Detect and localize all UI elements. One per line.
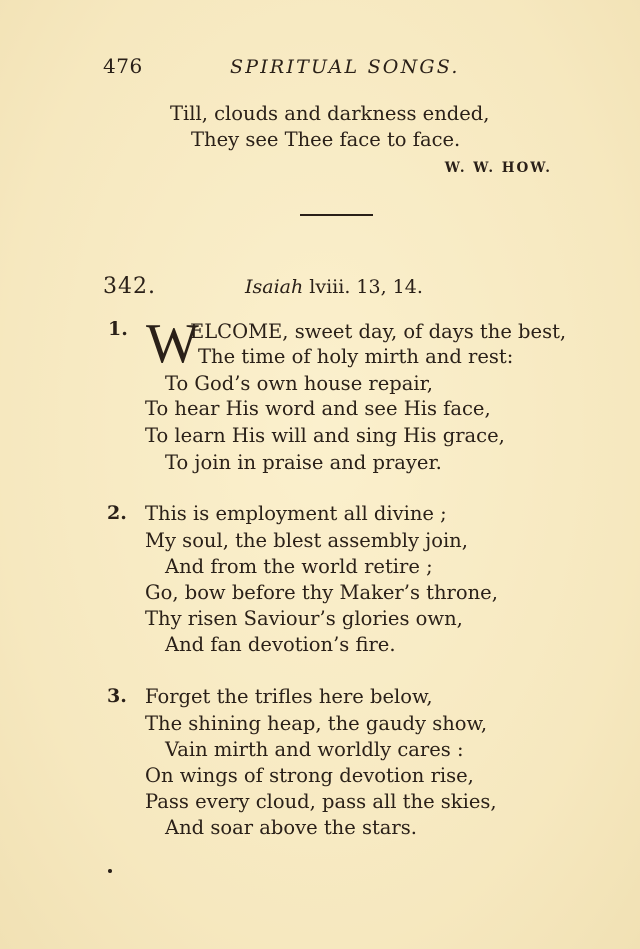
verse-line: And fan devotion’s fire. (165, 633, 396, 656)
verse-line: And soar above the stars. (165, 816, 417, 839)
author-attribution: W. W. HOW. (444, 160, 552, 176)
verse-number: 3. (107, 685, 127, 707)
verse-line: ELCOME, sweet day, of days the best, (190, 320, 567, 343)
hymn-number: 342. (103, 274, 156, 299)
verse-line: On wings of strong devotion rise, (145, 764, 474, 787)
scripture-chapter-verse: lviii. 13, 14. (303, 276, 423, 298)
running-head: SPIRITUAL SONGS. (230, 56, 460, 78)
verse-number: 2. (107, 502, 127, 524)
verse-line: The shining heap, the gaudy show, (145, 712, 488, 735)
verse-line: And from the world retire ; (165, 555, 433, 578)
verse-number: 1. (108, 318, 128, 340)
verse-line: Pass every cloud, pass all the skies, (145, 790, 497, 813)
verse-line: To join in praise and prayer. (165, 451, 442, 474)
verse-line: To hear His word and see His face, (145, 397, 491, 420)
scripture-book: Isaiah (245, 276, 304, 298)
verse-line: My soul, the blest assembly join, (145, 529, 468, 552)
verse-line: Thy risen Saviour’s glories own, (145, 607, 463, 630)
printer-mark (108, 869, 112, 873)
verse-line: Go, bow before thy Maker’s throne, (145, 581, 498, 604)
previous-hymn-line: They see Thee face to face. (191, 128, 461, 151)
verse-line: To learn His will and sing His grace, (145, 424, 505, 447)
section-divider (300, 214, 373, 216)
verse-line: This is employment all divine ; (145, 502, 447, 525)
page-number: 476 (103, 54, 143, 78)
previous-hymn-line: Till, clouds and darkness ended, (170, 102, 490, 125)
verse-line: The time of holy mirth and rest: (198, 345, 514, 368)
verse-line: To God’s own house repair, (165, 372, 434, 395)
scripture-reference (245, 276, 423, 298)
drop-cap: W (146, 313, 199, 375)
verse-line: Vain mirth and worldly cares : (165, 738, 464, 761)
verse-line: Forget the trifles here below, (145, 685, 433, 708)
